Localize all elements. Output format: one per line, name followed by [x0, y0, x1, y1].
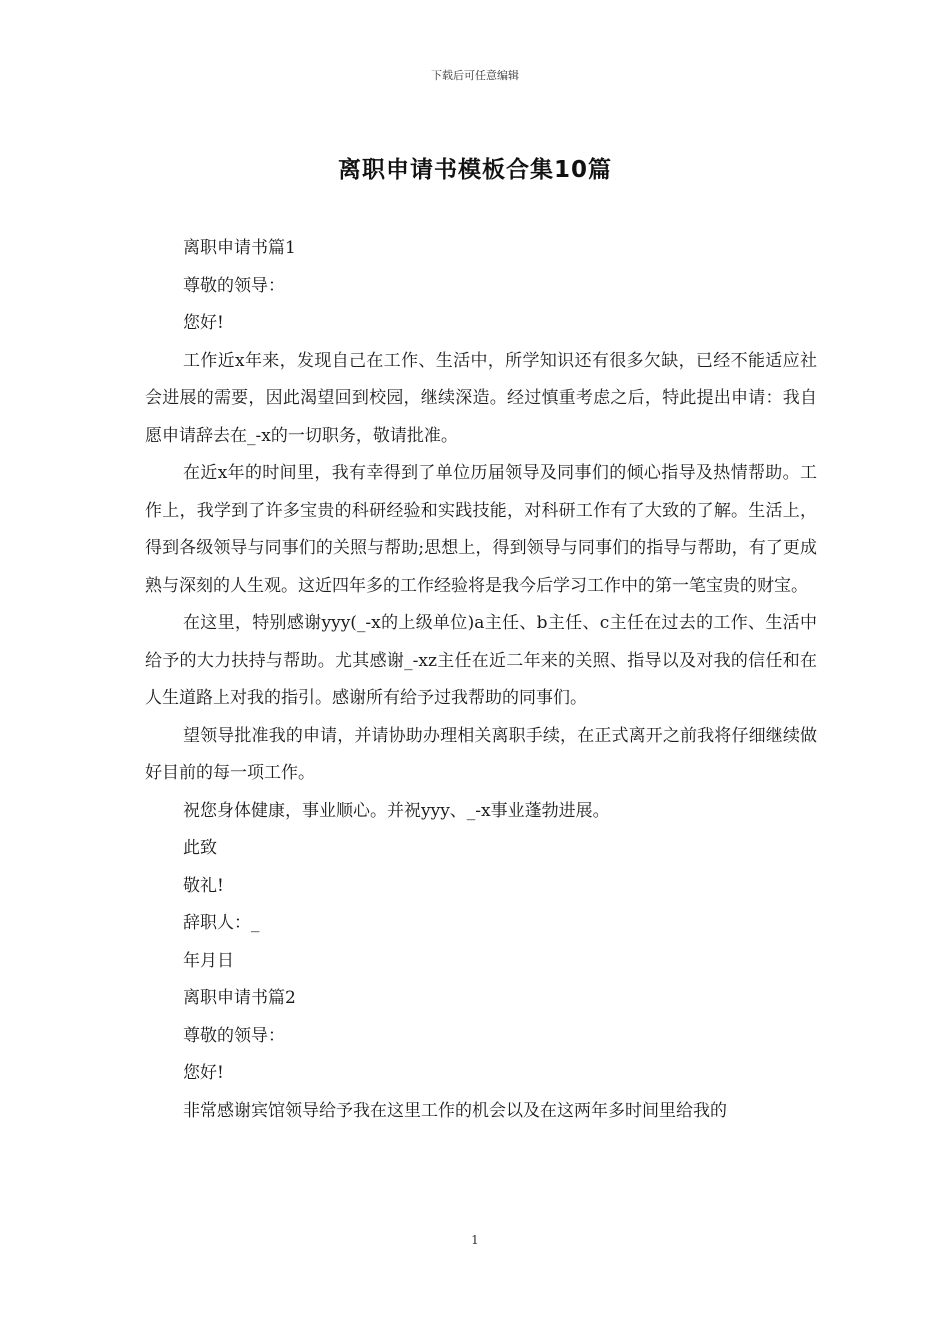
page-number: 1: [471, 1233, 479, 1247]
document-body: [145, 230, 817, 1130]
salutation: 尊敬的领导：: [183, 1025, 285, 1046]
body-paragraph: 工作近x年来，发现自己在工作、生活中，所学知识还有很多欠缺，已经不能适应社会进展的需要，因此渴望回到校园，继续深造。经过慎重考虑之后，特此提出申请：我自愿申请辞去在_-x的一切职务，敬请批准。: [145, 350, 817, 446]
closing-line: 敬礼!: [183, 875, 224, 896]
greeting: 您好!: [183, 313, 224, 333]
section-heading: 离职申请书篇2: [183, 988, 296, 1008]
greeting: 您好!: [183, 1063, 224, 1083]
header-note: 下载后可任意编辑: [431, 69, 519, 82]
date-line: 年月日: [183, 950, 234, 971]
body-paragraph: 非常感谢宾馆领导给予我在这里工作的机会以及在这两年多时间里给我的: [183, 1100, 727, 1121]
salutation: 尊敬的领导：: [183, 275, 285, 296]
closing-line: 此致: [183, 838, 217, 858]
body-paragraph: 在这里，特别感谢yyy(_-x的上级单位)a主任、b主任、c主任在过去的工作、生活中给予的大力扶持与帮助。尤其感谢_-xz主任在近二年来的关照、指导以及对我的信任和在人生道路上对我的指引。感谢所有给予过我帮助的同事们。: [145, 613, 817, 708]
body-paragraph: 在近x年的时间里，我有幸得到了单位历届领导及同事们的倾心指导及热情帮助。工作上，我学到了许多宝贵的科研经验和实践技能，对科研工作有了大致的了解。生活上，得到各级领导与同事们的关照与帮助;思想上，得到领导与同事们的指导与帮助，有了更成熟与深刻的人生观。这近四年多的工作经验将是我今后学习工作中的第一笔宝贵的财宝。: [145, 463, 817, 596]
body-paragraph: 祝您身体健康，事业顺心。并祝yyy、_-x事业蓬勃进展。: [183, 800, 610, 821]
body-paragraph: 望领导批准我的申请，并请协助办理相关离职手续，在正式离开之前我将仔细继续做好目前的每一项工作。: [145, 725, 817, 783]
signature-line: 辞职人：_: [183, 913, 260, 933]
section-heading: 离职申请书篇1: [183, 238, 296, 258]
document-title: 离职申请书模板合集10篇: [337, 157, 612, 183]
